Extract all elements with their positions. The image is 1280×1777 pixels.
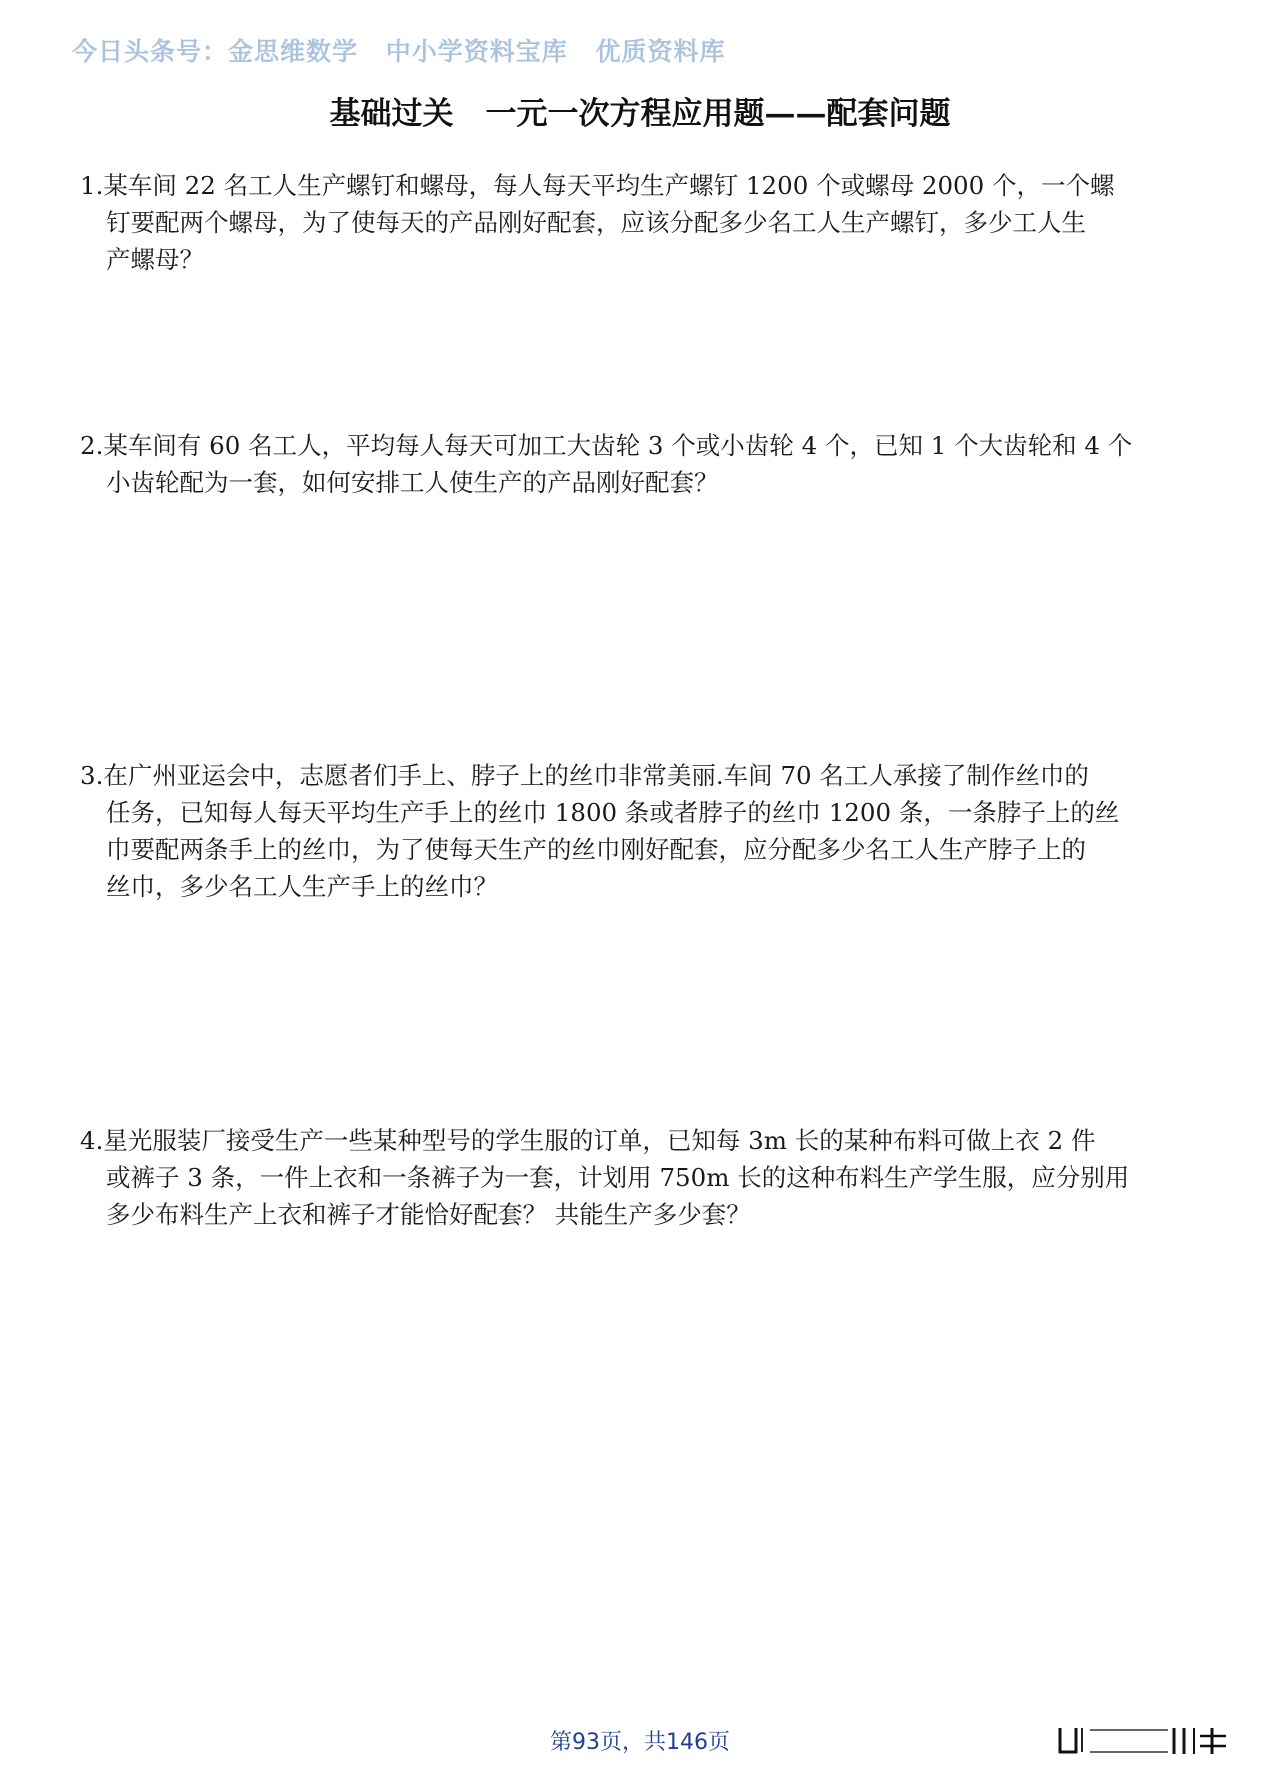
watermark-tag-1: 中小学资料宝库 bbox=[385, 37, 568, 66]
watermark-source: 今日头条号：金思维数学 bbox=[72, 37, 359, 66]
watermark-banner bbox=[72, 32, 743, 68]
question-4 bbox=[80, 1122, 1210, 1233]
question-line: 产螺母？ bbox=[106, 245, 204, 274]
title-section: 基础过关 bbox=[329, 96, 454, 132]
question-line bbox=[80, 757, 1210, 794]
question-number: 2. bbox=[80, 431, 104, 460]
question-text: 星光服装厂接受生产一些某种型号的学生服的订单，已知每 3m 长的某种布料可做上衣 2 件 bbox=[103, 1126, 1096, 1155]
question-line: 钉要配两个螺母，为了使每天的产品刚好配套，应该分配多少名工人生产螺钉，多少工人生 bbox=[106, 208, 1086, 237]
question-2 bbox=[80, 427, 1210, 501]
page-label: 第93页，共146页 bbox=[550, 1730, 730, 1755]
question-number: 4. bbox=[80, 1126, 104, 1155]
question-line bbox=[80, 427, 1210, 464]
question-line bbox=[80, 1122, 1210, 1159]
question-3 bbox=[80, 757, 1210, 905]
question-line: 小齿轮配为一套，如何安排工人使生产的产品刚好配套？ bbox=[106, 468, 719, 497]
question-line: 多少布料生产上衣和裤子才能恰好配套？ 共能生产多少套？ bbox=[106, 1200, 751, 1229]
question-1 bbox=[80, 167, 1210, 278]
question-line: 丝巾，多少名工人生产手上的丝巾？ bbox=[106, 872, 498, 901]
page-title bbox=[0, 88, 1280, 133]
question-line bbox=[80, 167, 1210, 204]
question-text: 在广州亚运会中，志愿者们手上、脖子上的丝巾非常美丽.车间 70 名工人承接了制作丝巾的 bbox=[103, 761, 1089, 790]
question-text: 某车间有 60 名工人，平均每人每天可加工大齿轮 3 个或小齿轮 4 个，已知 1 个大齿轮和 4 个 bbox=[103, 431, 1133, 460]
question-number: 3. bbox=[80, 761, 104, 790]
watermark-tag-2: 优质资料库 bbox=[595, 37, 726, 66]
title-topic: 一元一次方程应用题——配套问题 bbox=[485, 96, 951, 132]
question-line: 巾要配两条手上的丝巾，为了使每天生产的丝巾刚好配套，应分配多少名工人生产脖子上的 bbox=[106, 835, 1086, 864]
question-text: 某车间 22 名工人生产螺钉和螺母，每人每天平均生产螺钉 1200 个或螺母 2000 个，一个螺 bbox=[103, 171, 1115, 200]
scan-edge-marks-icon bbox=[1050, 1722, 1250, 1762]
question-line: 或裤子 3 条，一件上衣和一条裤子为一套，计划用 750m 长的这种布料生产学生服，应分别用 bbox=[106, 1163, 1130, 1192]
question-line: 任务，已知每人每天平均生产手上的丝巾 1800 条或者脖子的丝巾 1200 条，一条脖子上的丝 bbox=[106, 798, 1120, 827]
question-number: 1. bbox=[80, 171, 104, 200]
